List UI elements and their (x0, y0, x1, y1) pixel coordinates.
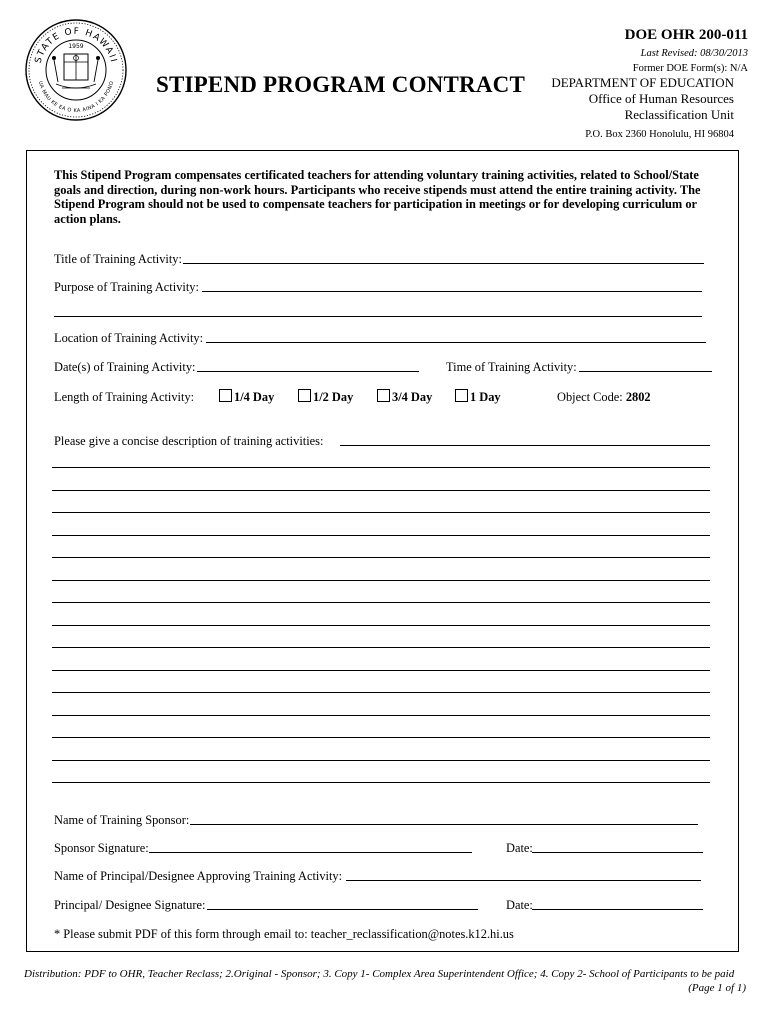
form-number: DOE OHR 200-011 (624, 27, 748, 43)
object-code (557, 390, 651, 404)
description-line[interactable] (52, 715, 710, 716)
description-label: Please give a concise description of training activities: (54, 434, 324, 448)
seal-motto: UA MAU KE EA O KA AINA I KA PONO (36, 80, 116, 115)
purpose-input-line[interactable] (202, 291, 702, 292)
location-label: Location of Training Activity: (54, 331, 204, 345)
seal-year: 1959 (68, 43, 84, 50)
form-body-border (26, 150, 739, 952)
description-line[interactable] (52, 535, 710, 536)
office-name: Office of Human Resources (588, 91, 734, 106)
three-quarter-day-label: 3/4 Day (392, 390, 433, 404)
description-line[interactable] (52, 557, 710, 558)
object-code-label: Object Code: (557, 390, 623, 404)
page-number: (Page 1 of 1) (688, 982, 746, 994)
description-line[interactable] (52, 782, 710, 783)
sponsor-signature-label: Sponsor Signature: (54, 841, 149, 855)
former-forms: Former DOE Form(s): N/A (632, 63, 748, 74)
form-meta (625, 26, 748, 76)
department-name: DEPARTMENT OF EDUCATION (551, 75, 734, 90)
unit-name: Reclassification Unit (624, 107, 734, 122)
seal-ring-text: STATE OF HAWAII (33, 26, 119, 65)
quarter-day-checkbox[interactable] (219, 389, 232, 402)
description-line[interactable] (52, 737, 710, 738)
title-label: Title of Training Activity: (54, 252, 182, 266)
full-day-label: 1 Day (470, 390, 501, 404)
description-line[interactable] (52, 490, 710, 491)
intro-paragraph: This Stipend Program compensates certificated teachers for attending voluntary training activities, related to School/State goals and direction, during non-work hours. Participants who receive stipends must attend the entire training activity. The Stipend Program should not be used to compensate teachers for participation in meetings or for developing curriculum or action plans. (54, 168, 701, 226)
principal-name-input-line[interactable] (346, 880, 701, 881)
sponsor-date-label: Date: (506, 841, 533, 855)
principal-name-label: Name of Principal/Designee Approving Training Activity: (54, 869, 343, 883)
location-input-line[interactable] (206, 342, 706, 343)
sponsor-signature-line[interactable] (149, 852, 472, 853)
sponsor-name-input-line[interactable] (190, 824, 698, 825)
description-line[interactable] (52, 647, 710, 648)
sponsor-date-line[interactable] (532, 852, 703, 853)
principal-date-line[interactable] (532, 909, 703, 910)
distribution-note: Distribution: PDF to OHR, Teacher Reclass; 2.Original - Sponsor; 3. Copy 1- Complex Area Superintendent Office; 4. Copy 2- School of Participants to be paid (24, 968, 735, 980)
length-label: Length of Training Activity: (54, 390, 195, 404)
time-label: Time of Training Activity: (446, 360, 577, 374)
description-line[interactable] (52, 512, 710, 513)
last-revised: Last Revised: 08/30/2013 (640, 48, 748, 59)
description-line[interactable] (52, 625, 710, 626)
time-input-line[interactable] (579, 371, 712, 372)
half-day-label: 1/2 Day (313, 390, 354, 404)
purpose-label: Purpose of Training Activity: (54, 280, 199, 294)
quarter-day-label: 1/4 Day (234, 390, 275, 404)
dates-label: Date(s) of Training Activity: (54, 360, 196, 374)
principal-signature-label: Principal/ Designee Signature: (54, 898, 206, 912)
purpose-input-line-2[interactable] (54, 316, 702, 317)
half-day-checkbox[interactable] (298, 389, 311, 402)
description-line[interactable] (52, 692, 710, 693)
description-line[interactable] (52, 670, 710, 671)
principal-signature-line[interactable] (207, 909, 478, 910)
mailing-address: P.O. Box 2360 Honolulu, HI 96804 (585, 129, 734, 140)
title-input-line[interactable] (183, 263, 704, 264)
sponsor-name-label: Name of Training Sponsor: (54, 813, 190, 827)
form-title: STIPEND PROGRAM CONTRACT (156, 72, 525, 97)
description-line[interactable] (52, 580, 710, 581)
dates-input-line[interactable] (197, 371, 419, 372)
description-input-line[interactable] (340, 445, 710, 446)
svg-text:UA MAU KE EA O KA AINA I KA PO (37, 80, 116, 114)
principal-date-label: Date: (506, 898, 533, 912)
three-quarter-day-checkbox[interactable] (377, 389, 390, 402)
description-line[interactable] (52, 602, 710, 603)
description-line[interactable] (52, 760, 710, 761)
state-seal-icon (24, 18, 128, 122)
submission-note: * Please submit PDF of this form through email to: teacher_reclassification@notes.k12.hi.us (54, 927, 514, 941)
object-code-value: 2802 (625, 390, 651, 404)
description-line[interactable] (52, 467, 710, 468)
full-day-checkbox[interactable] (455, 389, 468, 402)
department-block (551, 75, 734, 143)
